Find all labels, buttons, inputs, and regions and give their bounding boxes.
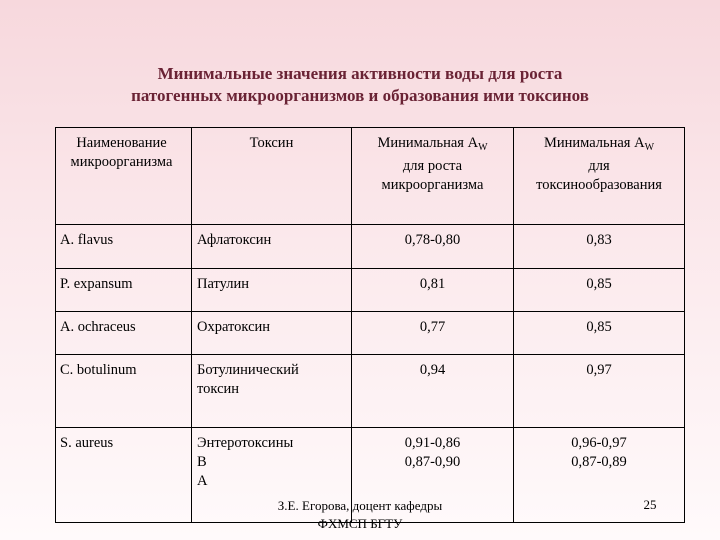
cell-toxin: Ботулинический токсин <box>192 355 352 428</box>
cell-aw-toxin: 0,97 <box>514 355 685 428</box>
table-header-row <box>56 128 685 225</box>
header-organism: Наименование микроорганизма <box>56 128 192 225</box>
slide-title <box>40 63 680 107</box>
cell-aw-toxin: 0,96-0,97 0,87-0,89 <box>514 428 685 523</box>
table-row <box>56 269 685 312</box>
cell-organism: A. ochraceus <box>56 312 192 355</box>
table-row <box>56 355 685 428</box>
cell-aw-growth: 0,94 <box>352 355 514 428</box>
cell-organism: S. aureus <box>56 428 192 523</box>
cell-organism: P. expansum <box>56 269 192 312</box>
header-toxin: Токсин <box>192 128 352 225</box>
table-row <box>56 312 685 355</box>
cell-toxin: Афлатоксин <box>192 225 352 269</box>
page-number: 25 <box>643 497 657 512</box>
cell-aw-growth: 0,81 <box>352 269 514 312</box>
aw-table <box>55 127 685 523</box>
cell-aw-toxin: 0,83 <box>514 225 685 269</box>
cell-aw-growth: 0,77 <box>352 312 514 355</box>
cell-toxin: Энтеротоксины B A <box>192 428 352 523</box>
cell-organism: C. botulinum <box>56 355 192 428</box>
cell-aw-growth: 0,91-0,86 0,87-0,90 <box>352 428 514 523</box>
table-body <box>56 225 685 523</box>
cell-toxin: Охратоксин <box>192 312 352 355</box>
cell-aw-toxin: 0,85 <box>514 312 685 355</box>
header-aw-growth: Минимальная $А_W$ для роста микроорганизма <box>352 128 514 225</box>
cell-toxin: Патулин <box>192 269 352 312</box>
header-aw-toxin: Минимальная $А_W$ для токсинообразования <box>514 128 685 225</box>
cell-aw-toxin: 0,85 <box>514 269 685 312</box>
cell-aw-growth: 0,78-0,80 <box>352 225 514 269</box>
title-line-2: патогенных микроорганизмов и образования ими токсинов <box>131 86 589 105</box>
title-line-1: Минимальные значения активности воды для роста <box>157 64 563 83</box>
table-row <box>56 225 685 269</box>
cell-organism: A. flavus <box>56 225 192 269</box>
footer-author: З.Е. Егорова, доцент кафедры ФХМСП БГТУ <box>277 498 443 531</box>
